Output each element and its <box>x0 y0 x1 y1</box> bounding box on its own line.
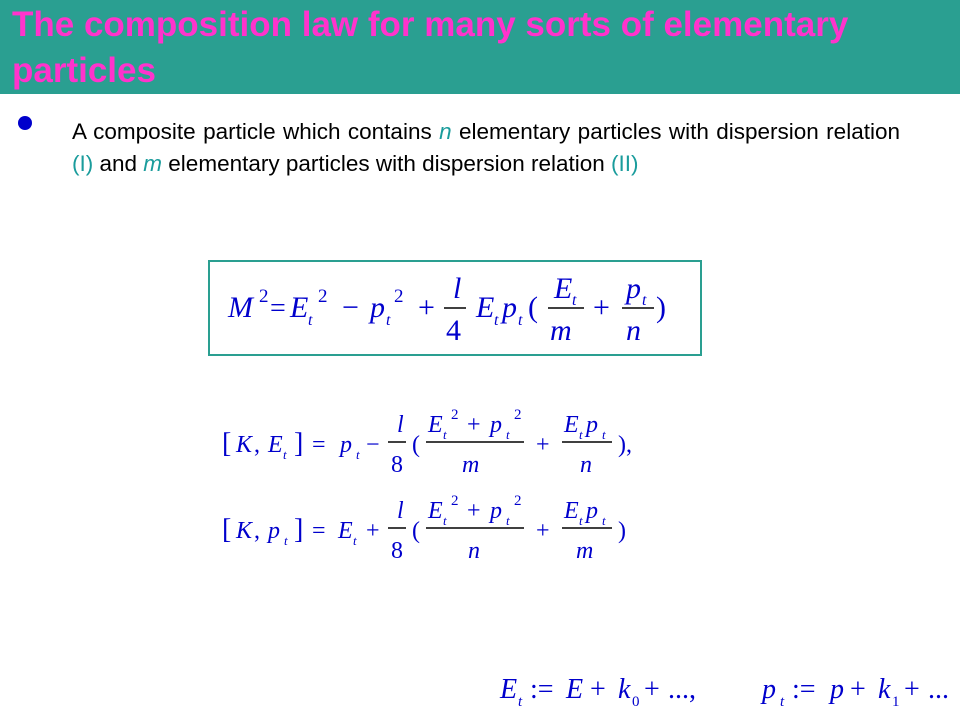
relation-2-label: (II) <box>611 151 639 176</box>
svg-text:l: l <box>453 272 462 305</box>
svg-text:p: p <box>586 498 598 524</box>
svg-text:8: 8 <box>391 452 403 478</box>
svg-text:t: t <box>308 312 313 329</box>
svg-text:[: [ <box>222 514 232 545</box>
svg-text:n: n <box>468 538 480 564</box>
svg-text:2: 2 <box>318 286 328 307</box>
svg-text::=: := <box>530 674 554 705</box>
commutator-E-equation <box>222 398 662 478</box>
svg-text:+: + <box>536 518 550 544</box>
svg-text:+: + <box>593 291 610 324</box>
bullet-text-part3: and <box>93 151 144 176</box>
svg-text:1: 1 <box>892 694 900 710</box>
svg-text:2: 2 <box>259 286 269 307</box>
svg-text:t: t <box>780 694 785 710</box>
svg-text:=: = <box>270 293 286 324</box>
svg-text:m: m <box>576 538 594 564</box>
svg-text:t: t <box>443 427 447 442</box>
var-m: m <box>143 151 163 176</box>
svg-text:+: + <box>904 674 920 705</box>
commutator-p-equation <box>222 484 662 564</box>
svg-text:E: E <box>500 674 518 705</box>
slide-title: The composition law for many sorts of elementary particles <box>12 5 849 90</box>
bullet-text-part4: elementary particles with dispersion relation <box>162 151 612 176</box>
svg-text:l: l <box>397 412 404 438</box>
svg-text:k: k <box>878 674 891 705</box>
svg-text:t: t <box>353 533 357 548</box>
svg-text:m: m <box>550 314 572 347</box>
svg-text:p: p <box>502 291 517 324</box>
svg-text:p: p <box>268 518 280 544</box>
svg-text:...: ... <box>928 674 949 705</box>
svg-text:),: ), <box>618 432 632 458</box>
svg-text:p: p <box>586 412 598 438</box>
svg-text:p: p <box>762 674 776 705</box>
svg-text:E: E <box>428 498 443 524</box>
svg-text:K: K <box>236 518 253 544</box>
svg-text:+: + <box>644 674 660 705</box>
svg-text:,: , <box>254 432 260 458</box>
svg-text::=: := <box>792 674 816 705</box>
svg-text:+: + <box>850 674 866 705</box>
svg-text:+: + <box>467 412 481 438</box>
svg-text:+: + <box>536 432 550 458</box>
svg-text:k: k <box>618 674 631 705</box>
svg-text:t: t <box>572 292 577 309</box>
svg-text:p: p <box>340 432 352 458</box>
svg-text:2: 2 <box>451 493 459 509</box>
svg-text:t: t <box>602 513 606 528</box>
svg-text:M: M <box>228 291 253 324</box>
svg-text:): ) <box>656 291 666 324</box>
svg-text:+: + <box>467 498 481 524</box>
svg-text:E: E <box>338 518 353 544</box>
svg-text:t: t <box>518 694 523 710</box>
bullet-text-part2: elementary particles with dispersion relation <box>451 119 900 144</box>
svg-text:t: t <box>443 513 447 528</box>
svg-text:2: 2 <box>514 407 522 423</box>
svg-text:n: n <box>580 452 592 478</box>
svg-text:8: 8 <box>391 538 403 564</box>
svg-text:p: p <box>830 674 844 705</box>
svg-text:t: t <box>506 513 510 528</box>
svg-text:t: t <box>386 312 391 329</box>
svg-text:2: 2 <box>394 286 404 307</box>
svg-text:4: 4 <box>446 314 461 347</box>
svg-text:=: = <box>312 518 326 544</box>
svg-text:): ) <box>618 518 626 544</box>
svg-text:l: l <box>397 498 404 524</box>
svg-text:2: 2 <box>451 407 459 423</box>
svg-text:t: t <box>602 427 606 442</box>
svg-text:2: 2 <box>514 493 522 509</box>
svg-text:E: E <box>566 674 584 705</box>
svg-text:[: [ <box>222 428 232 459</box>
bullet-text-part1: A composite particle which contains <box>72 119 440 144</box>
var-n: n <box>439 119 452 144</box>
svg-text:−: − <box>342 291 359 324</box>
svg-text:t: t <box>356 447 360 462</box>
svg-text:t: t <box>518 312 523 329</box>
svg-text:p: p <box>626 272 641 305</box>
svg-text:=: = <box>312 432 326 458</box>
svg-text:K: K <box>236 432 253 458</box>
svg-text:t: t <box>579 513 583 528</box>
definitions-equation <box>500 662 958 712</box>
svg-text:(: ( <box>412 518 420 544</box>
svg-text:E: E <box>564 412 579 438</box>
svg-text:(: ( <box>412 432 420 458</box>
svg-text:E: E <box>564 498 579 524</box>
bullet-icon <box>18 116 32 130</box>
svg-text:+: + <box>590 674 606 705</box>
svg-text:p: p <box>490 498 502 524</box>
title-bar <box>0 0 960 94</box>
bullet-text <box>72 116 900 180</box>
svg-text:0: 0 <box>632 694 640 710</box>
svg-text:t: t <box>283 447 287 462</box>
svg-text:E: E <box>428 412 443 438</box>
svg-text:p: p <box>370 291 385 324</box>
svg-text:t: t <box>579 427 583 442</box>
svg-text:]: ] <box>294 428 304 459</box>
svg-text:,: , <box>254 518 260 544</box>
svg-text:+: + <box>366 518 380 544</box>
mass-formula <box>208 260 698 352</box>
svg-text:+: + <box>418 291 435 324</box>
svg-text:E: E <box>268 432 283 458</box>
svg-text:]: ] <box>294 514 304 545</box>
svg-text:−: − <box>366 432 380 458</box>
svg-text:t: t <box>642 292 647 309</box>
svg-text:n: n <box>626 314 641 347</box>
svg-text:E: E <box>554 272 573 305</box>
svg-text:(: ( <box>528 291 538 324</box>
svg-text:t: t <box>284 533 288 548</box>
svg-text:E: E <box>476 291 495 324</box>
relation-1-label: (I) <box>72 151 94 176</box>
svg-text:t: t <box>494 312 499 329</box>
svg-text:E: E <box>290 291 309 324</box>
svg-text:p: p <box>490 412 502 438</box>
svg-text:m: m <box>462 452 480 478</box>
svg-text:t: t <box>506 427 510 442</box>
svg-text:...,: ..., <box>668 674 696 705</box>
